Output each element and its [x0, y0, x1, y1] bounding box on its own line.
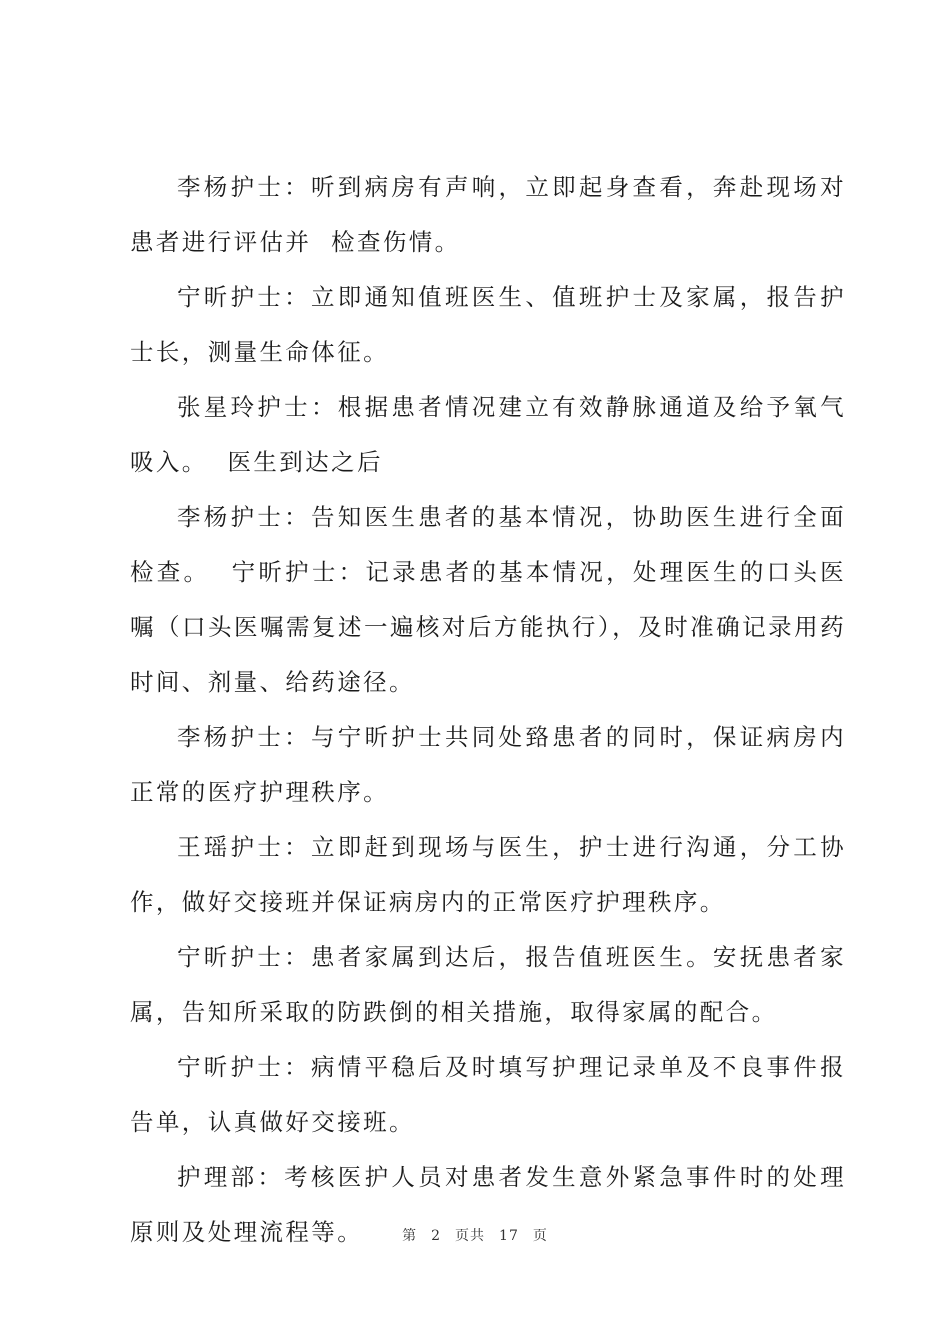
footer-prefix: 第 [402, 1228, 418, 1244]
paragraph: 李杨护士：听到病房有声响，立即起身查看，奔赴现场对患者进行评估并 检查伤情。 [130, 173, 846, 256]
paragraph: 张星玲护士：根据患者情况建立有效静脉通道及给予氧气吸入。 医生到达之后 [130, 393, 846, 476]
footer-current-page: 2 [431, 1228, 442, 1244]
paragraph: 宁昕护士：病情平稳后及时填写护理记录单及不良事件报告单，认真做好交接班。 [130, 1053, 846, 1136]
paragraph: 王瑶护士：立即赶到现场与医生，护士进行沟通，分工协作，做好交接班并保证病房内的正常医疗护理秩序。 [130, 833, 846, 916]
footer-middle: 页共 [455, 1228, 486, 1244]
footer-suffix: 页 [532, 1228, 548, 1244]
paragraph: 李杨护士：与宁昕护士共同处臵患者的同时，保证病房内正常的医疗护理秩序。 [130, 723, 846, 806]
paragraph: 宁昕护士：立即通知值班医生、值班护士及家属，报告护士长，测量生命体征。 [130, 283, 846, 366]
document-body [130, 160, 846, 1260]
paragraph: 护理部：考核医护人员对患者发生意外紧急事件时的处理原则及处理流程等。 [130, 1163, 846, 1246]
paragraph: 李杨护士：告知医生患者的基本情况，协助医生进行全面检查。 宁昕护士：记录患者的基本情况，处理医生的口头医嘱（口头医嘱需复述一遍核对后方能执行），及时准确记录用药时间、剂量、给药途径。 [130, 503, 846, 696]
page-footer [0, 1226, 950, 1246]
footer-total-pages: 17 [499, 1228, 519, 1244]
paragraph: 宁昕护士：患者家属到达后，报告值班医生。安抚患者家属，告知所采取的防跌倒的相关措施，取得家属的配合。 [130, 943, 846, 1026]
